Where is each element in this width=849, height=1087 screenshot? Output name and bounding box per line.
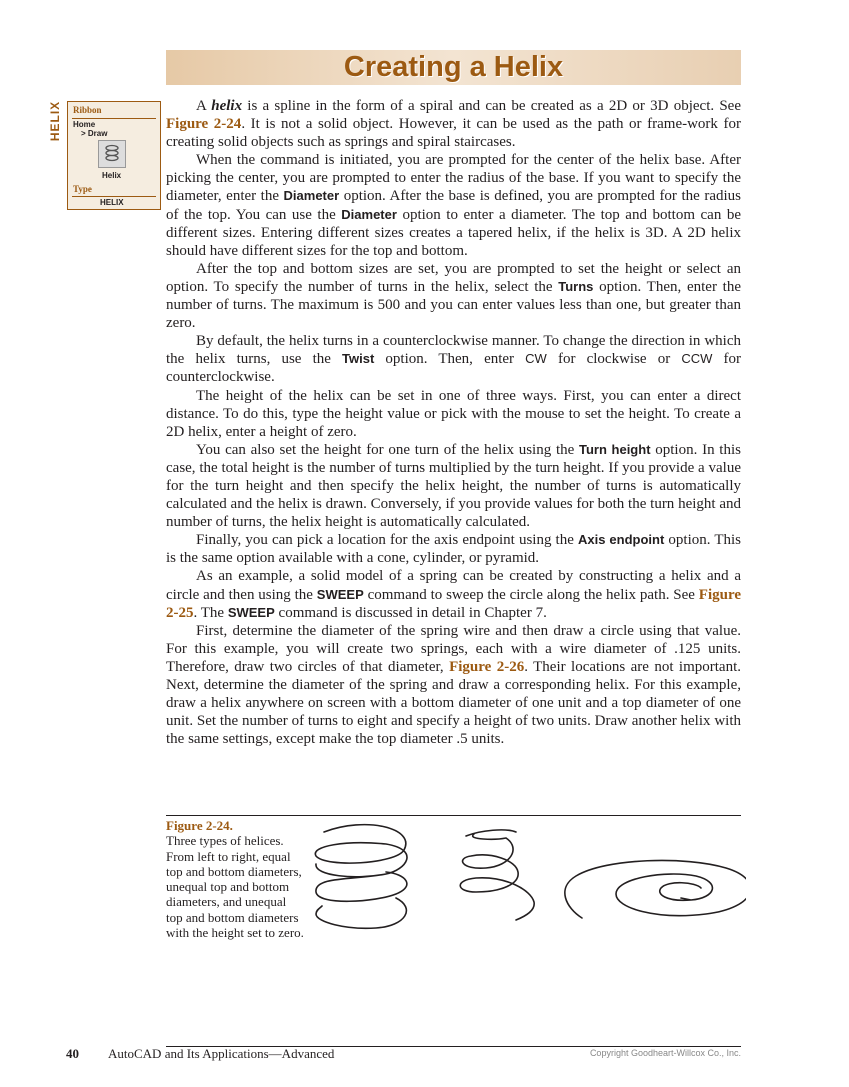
text-run: command is discussed in detail in Chapter 7. xyxy=(274,604,547,621)
text-run: By default, the helix turns in a counterclockwise manner. To change the direction in which the helix turns, use the xyxy=(166,333,741,368)
text-run: . It is not a solid object. However, it can be used as the path or frame-work for creating solid objects such as springs and spiral staircases. xyxy=(166,116,742,151)
side-tag-text: HELIX xyxy=(48,100,63,142)
equal-diameter-helix xyxy=(315,825,407,929)
option-name: Diameter xyxy=(283,188,340,204)
text-run: option. In this case, the total height is the number of turns multiplied by the turn height. If you provide a value for the turn height and then specify the helix height, the number of turns is automatically calculated and the helix is drawn. Conversely, if you provide values for both the turn height and number of turns, the helix height is automatically calculated. xyxy=(166,441,741,531)
text-run: option. Then, enter xyxy=(374,351,526,368)
figure-reference[interactable]: Figure 2-25 xyxy=(166,586,741,621)
figure-caption-text: Three types of helices. From left to right, equal top and bottom diameters, unequal top and bottom diameters, and unequal top and bottom diameters with the height set to zero. xyxy=(166,833,304,941)
text-run: option to enter a diameter. The top and bottom can be different sizes. Entering different sizes creates a tapered helix, if the helix is 3D. A 2D helix should have different sizes for the top and bottom. xyxy=(166,206,741,259)
helix-icon xyxy=(98,140,126,168)
option-name: SWEEP xyxy=(316,586,364,602)
figure-rule xyxy=(166,815,741,816)
text-run: The height of the helix can be set in one of three ways. First, you can enter a direct distance. To do this, type the height value or pick with the mouse to set the height. To create a 2D helix, enter a height of zero. xyxy=(166,387,741,440)
helix-button-label: Helix xyxy=(102,171,122,180)
option-name: Twist xyxy=(342,351,375,367)
text-run: option. After the base is defined, you are prompted for the radius of the top. You can use the xyxy=(166,188,741,223)
figure-caption xyxy=(166,818,306,940)
paragraph xyxy=(166,567,741,621)
option-name: Axis endpoint xyxy=(577,532,665,548)
paragraph xyxy=(166,260,741,332)
text-run: First, determine the diameter of the spring wire and then draw a circle using that value. For this example, you will create two springs, each with a wire diameter of .125 units. Therefore, draw two circles of that diameter, xyxy=(166,622,741,675)
book-title: AutoCAD and Its Applications—Advanced xyxy=(108,1046,335,1061)
keyboard-entry: CW xyxy=(525,351,547,367)
flat-spiral xyxy=(565,860,746,918)
typed-command: HELIX xyxy=(100,198,124,207)
text-run: for clockwise or xyxy=(546,351,682,368)
ribbon-label: Ribbon xyxy=(73,105,102,115)
paragraph xyxy=(166,387,741,441)
body-text xyxy=(166,97,741,748)
divider xyxy=(72,118,156,119)
text-run: is a spline in the form of a spiral and can be created as a 2D or 3D object. See xyxy=(242,98,741,114)
text-run: When the command is initiated, you are prompted for the center of the helix base. After picking the center, you are prompted to enter the radius of the base. If you want to specify the diameter, enter the xyxy=(166,152,741,205)
divider xyxy=(72,196,156,197)
type-label: Type xyxy=(73,184,92,194)
ribbon-panel-draw: > Draw xyxy=(81,129,108,138)
helix-figure xyxy=(306,818,746,948)
text-run: option. This is the same option available with a cone, cylinder, or pyramid. xyxy=(166,532,741,567)
option-name: SWEEP xyxy=(227,604,275,620)
page-number: 40 xyxy=(66,1046,79,1061)
text-run: command to sweep the circle along the helix path. See xyxy=(363,586,699,603)
paragraph xyxy=(166,97,741,151)
figure-reference[interactable]: Figure 2-26 xyxy=(449,658,525,675)
paragraph xyxy=(166,332,741,386)
text-run: option. Then, enter the number of turns. The maximum is 500 and you can enter values less than one, but greater than zero. xyxy=(166,278,741,332)
text-run: . Their locations are not important. Next, determine the diameter of the spring and draw a corresponding helix. For this example, draw a helix anywhere on screen with a bottom diameter of one unit and a top diameter of one unit. Set the number of turns to eight and specify a height of two units. Draw another helix with the same settings, except make the top diameter .5 units. xyxy=(166,658,742,748)
text-run: You can also set the height for one turn of the helix using the xyxy=(196,441,580,458)
option-name: Diameter xyxy=(341,206,397,222)
paragraph xyxy=(166,622,741,749)
paragraph xyxy=(166,531,741,567)
figure-reference[interactable]: Figure 2-24 xyxy=(166,116,242,133)
section-title-bar xyxy=(166,50,741,85)
option-name: Turns xyxy=(558,278,594,294)
side-command-tag xyxy=(49,100,65,145)
keyboard-entry: CCW xyxy=(681,351,713,367)
text-run: . The xyxy=(193,604,228,621)
text-run: After the top and bottom sizes are set, you are prompted to set the height or select an option. To specify the number of turns in the helix, select the xyxy=(166,260,741,295)
text-run: As an example, a solid model of a spring can be created by constructing a helix and a circle and then using the xyxy=(166,568,741,603)
text-run: for counterclockwise. xyxy=(166,351,741,386)
term: helix xyxy=(211,98,243,114)
paragraph xyxy=(166,441,741,531)
copyright: Copyright Goodheart-Willcox Co., Inc. xyxy=(589,1048,741,1058)
figure-label: Figure 2-24. xyxy=(166,818,233,833)
tapered-helix xyxy=(460,830,534,920)
text-run: Finally, you can pick a location for the axis endpoint using the xyxy=(196,532,578,549)
ribbon-tab-home: Home xyxy=(73,120,96,129)
section-title: Creating a Helix xyxy=(343,51,564,83)
option-name: Turn height xyxy=(579,441,651,457)
text-run: A xyxy=(196,98,212,114)
paragraph xyxy=(166,151,741,260)
command-access-box xyxy=(67,101,161,210)
